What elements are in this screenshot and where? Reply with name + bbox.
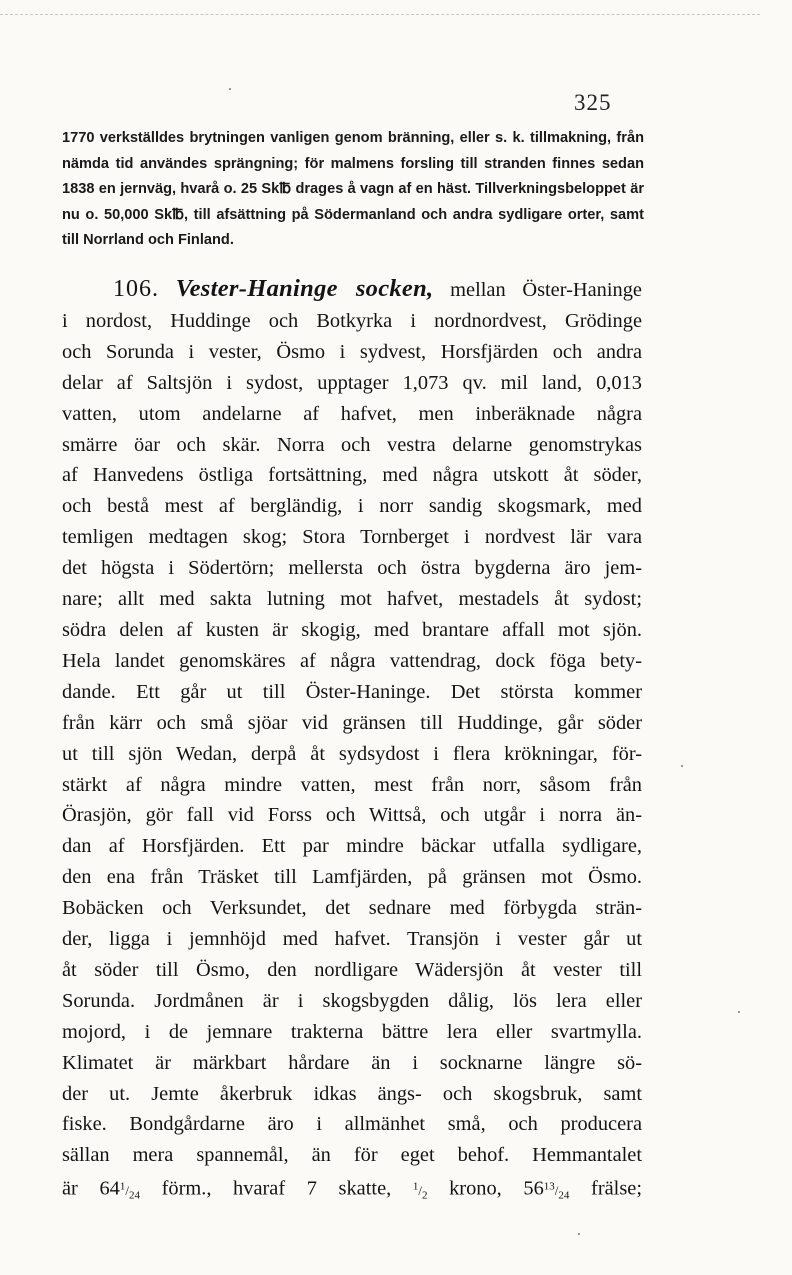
text-line: af Hanvedens östliga fortsättning, med några utskott åt söder, — [62, 464, 642, 487]
fraction: $^{13}/_{24}$ — [543, 1180, 570, 1202]
page-number: 325 — [574, 90, 612, 115]
text-line: ut till sjön Wedan, derpå åt sydsydost i flera krökningar, för- — [62, 742, 642, 765]
text-line: det högsta i Södertörn; mellersta och östra bygderna äro jem- — [62, 557, 642, 580]
section-heading-line — [62, 274, 642, 306]
fraction: $^1/_2$ — [412, 1180, 428, 1202]
top-edge-line — [0, 14, 760, 15]
intro-paragraph: 1770 verkställdes brytningen vanligen genom bränning, eller s. k. tillmakning, från nämda tid användes sprängning; för malmens forsling till stranden finnes sedan 1838 en jernväg, hvarå o. 25 Sk℔ drages å vagn af en häst. Tillverkningsbeloppet är nu o. 50,000 Sk℔, till afsättning på Södermanland och andra sydligare orter, samt till Norrland och Finland. — [62, 130, 644, 249]
text-line: smärre öar och skär. Norra och vestra delarne genomstrykas — [62, 433, 642, 456]
section-title: Vester-Haninge socken, — [175, 275, 434, 302]
text-line: från kärr och små sjöar vid gränsen till Huddinge, går söder — [62, 711, 642, 734]
text-line: mellan Öster-Haninge — [450, 279, 642, 301]
text-line: Örasjön, gör fall vid Forss och Wittså, och utgår i norra än- — [62, 804, 642, 827]
last-line-word: krono, — [449, 1177, 502, 1200]
text-line: stärkt af några mindre vatten, mest från norr, såsom från — [62, 773, 642, 796]
last-line-word: frälse; — [591, 1177, 642, 1200]
section-106-body — [62, 274, 642, 1211]
text-line: dan af Horsfjärden. Ett par mindre bäckar utfalla sydligare, — [62, 835, 642, 858]
hemmantal-whole: 64 — [99, 1177, 120, 1200]
text-line: delar af Saltsjön i sydost, upptager 1,073 qv. mil land, 0,013 — [62, 371, 642, 394]
text-line: mojord, i de jemnare trakterna bättre lera eller svartmylla. — [62, 1020, 642, 1043]
paper-speck — [229, 88, 231, 90]
text-line: dande. Ett går ut till Öster-Haninge. Det största kommer — [62, 680, 642, 703]
text-line: södra delen af kusten är skogig, med brantare affall mot sjön. — [62, 618, 642, 641]
paper-speck — [681, 765, 683, 767]
text-line: och Sorunda i vester, Ösmo i sydvest, Horsfjärden och andra — [62, 340, 642, 363]
last-text-line — [62, 1171, 642, 1211]
text-line: temligen medtagen skog; Stora Tornberget i nordvest lär vara — [62, 526, 642, 549]
text-line: Bobäcken och Verksundet, det sednare med förbygda strän- — [62, 897, 642, 920]
text-line: der, ligga i jemnhöjd med hafvet. Transjön i vester går ut — [62, 928, 642, 951]
text-line: sällan mera spannemål, än för eget behof. Hemmantalet — [62, 1144, 642, 1167]
text-line: nare; allt med sakta lutning mot hafvet, mestadels åt sydost; — [62, 588, 642, 611]
section-number: 106. — [113, 276, 159, 302]
text-line: Hela landet genomskäres af några vattendrag, dock föga bety- — [62, 649, 642, 672]
text-line: fiske. Bondgårdarne äro i allmänhet små, och producera — [62, 1113, 642, 1136]
last-line-word: är — [62, 1177, 78, 1200]
text-line: den ena från Träsket till Lamfjärden, på gränsen mot Ösmo. — [62, 866, 642, 889]
frälse-whole: 56 — [523, 1177, 544, 1200]
paper-speck — [578, 1233, 580, 1235]
fraction: $^1/_{24}$ — [119, 1180, 140, 1202]
text-line: vatten, utom andelarne af hafvet, men inberäknade några — [62, 402, 642, 425]
text-line: der ut. Jemte åkerbruk idkas ängs- och skogsbruk, samt — [62, 1082, 642, 1105]
text-line: åt söder till Ösmo, den nordligare Wädersjön åt vester till — [62, 958, 642, 981]
paper-speck — [738, 1011, 740, 1013]
text-line: Klimatet är märkbart hårdare än i socknarne längre sö- — [62, 1051, 642, 1074]
last-line-word: förm., hvaraf 7 skatte, — [161, 1177, 392, 1200]
text-line: i nordost, Huddinge och Botkyrka i nordnordvest, Grödinge — [62, 309, 642, 332]
text-line: och bestå mest af bergländig, i norr sandig skogsmark, med — [62, 495, 642, 518]
text-line: Sorunda. Jordmånen är i skogsbygden dålig, lös lera eller — [62, 989, 642, 1012]
